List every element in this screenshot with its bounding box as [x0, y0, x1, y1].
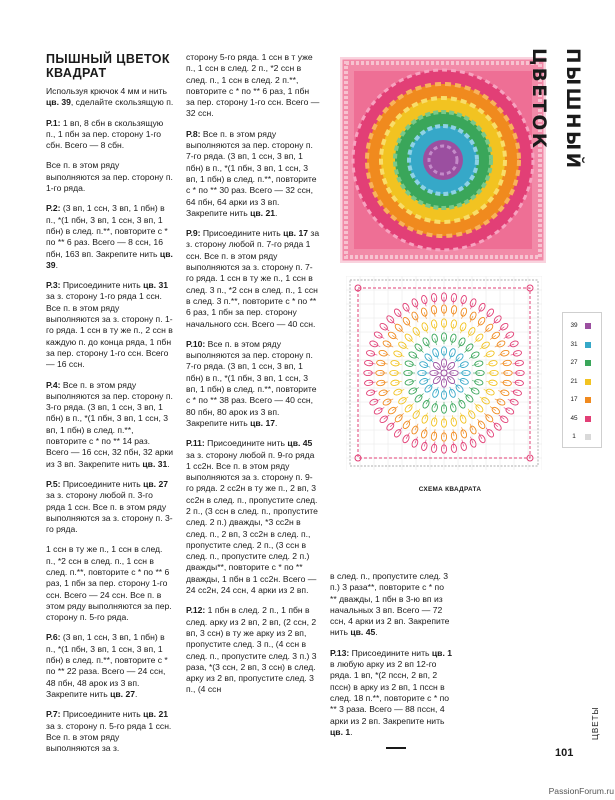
- chart-stitch: [369, 382, 376, 383]
- chart-loop: [458, 337, 467, 347]
- chart-loop: [393, 308, 402, 318]
- chart-stitch: [395, 363, 402, 364]
- chart-stitch: [452, 324, 453, 331]
- chart-loop: [404, 360, 413, 367]
- chart-stitch: [500, 382, 507, 383]
- watermark: PassionForum.ru: [548, 786, 614, 796]
- legend-swatch: [585, 342, 591, 348]
- chart-stitch: [512, 363, 519, 364]
- chart-loop: [500, 389, 510, 397]
- chart-stitch: [453, 441, 454, 448]
- round-7: Р.7: Присоедините нить цв. 21 за з. сторону п. 5-го ряда 1 ссн. Все п. в этом ряду выполняются за з.: [46, 709, 172, 754]
- round-12: Р.12: 1 пбн в след. 2 п., 1 пбн в след. арку из 2 вп, 2 вп, (2 ссн, 2 вп, 3 ссн) в ту же арку из 2 вп, пропустите след. 3 п., (4 ссн в след. п., пропустите след. 3 п.) 3 раза, *(3 ссн, 2 вп, 3 ссн) в след. арку из 2 вп, пропустите след. 3 п., (4 ссн: [186, 605, 317, 695]
- legend-row-45: [563, 414, 603, 424]
- chart-loop: [477, 420, 486, 430]
- chart-caption: СХЕМА КВАДРАТА: [418, 486, 482, 493]
- chart-stitch: [395, 381, 402, 382]
- chart-stitch: [486, 381, 493, 382]
- chart-stitch: [390, 319, 395, 324]
- legend-number: 27: [570, 359, 578, 366]
- chart-stitch: [369, 363, 376, 364]
- chart-loop: [379, 322, 389, 331]
- chart-loop: [422, 337, 431, 347]
- pattern-title-line2: КВАДРАТ: [46, 66, 107, 80]
- legend-number: 39: [570, 322, 578, 329]
- legend-swatch: [585, 416, 591, 422]
- chart-loop: [481, 341, 491, 350]
- legend-number: 45: [570, 414, 578, 422]
- section-name: ЦВЕТЫ: [591, 706, 600, 740]
- chart-loop: [481, 396, 491, 405]
- chart-loop: [408, 351, 418, 360]
- chart-loop: [420, 307, 428, 317]
- chart-stitch: [493, 319, 498, 324]
- intro-paragraph: Используя крючок 4 мм и нить цв. 39, сделайте скользящую п.: [46, 86, 174, 108]
- legend-swatch: [585, 360, 591, 366]
- instructions-column-3: [330, 571, 452, 747]
- round-1-note: Все п. в этом ряду выполняются за пер. сторону п. 1-го ряда.: [46, 160, 173, 194]
- chart-stitch: [453, 298, 454, 305]
- chart-loop: [474, 360, 483, 367]
- chart-loop: [422, 399, 431, 409]
- chart-loop: [402, 420, 411, 430]
- round-4: Р.4: Все п. в этом ряду выполняются за пер. сторону п. 3-го ряда. (3 вп, 1 ссн, 3 вп, 1 пбн) в п., *(1 пбн, 3 вп, 1 ссн, 3 вп, 1 пбн) в след. п.**, повторите с * по ** 14 раз. Всего — 16 ссн, 32 пбн, 32 арки из 3 вп. Закрепите нить цв. 31.: [46, 379, 174, 469]
- round-11: Р.11: Присоедините нить цв. 45 за з. сторону любой п. 9-го ряда 1 сс2н. Все п. в этом ряду выполняются за з. сторону п. 9-го ряда. 2 сс2н в ту же п., 2 вп, 3 сс2н в след. п., пропустите след. 2 п., (3 ссн в след. п., пропустите след. 2 п.) дважды, *3 сс2н в след. п., 2 вп, 3 сс2н в след. п., пропустите след. 2 п., (3 ссн в след. п., пропустите след. 2 п.) дважды**, повторите с * по ** дважды, 1 пбн в 1 сс2н. Всего — 24 сс2н, 24 ссн, 4 арки из 2 вп.: [186, 438, 318, 596]
- legend-swatch: [585, 323, 591, 329]
- chart-loop: [499, 322, 509, 331]
- chart-loop: [460, 307, 468, 317]
- chart-stitch: [474, 338, 479, 343]
- round-8: Р.8: Все п. в этом ряду выполняются за пер. сторону п. 7-го ряда. (3 вп, 1 ссн, 3 вп, 1 пбн) в п., *(1 пбн, 3 вп, 1 ссн, 3 вп, 1 пбн) в след. п.**, повторите с * по ** 30 раз. Всего — 32 ссн, 64 пбн, 64 арки из 3 вп. Закрепите нить цв. 21.: [186, 128, 317, 218]
- round-6: Р.6: (3 вп, 1 ссн, 3 вп, 1 пбн) в п., *(1 пбн, 3 вп, 1 ссн, 3 вп, 1 пбн) в след. п.**, повторите с * по ** 22 раза. Всего — 24 ссн, 48 пбн, 48 арок из 3 вп. Закрепите нить цв. 27.: [46, 632, 168, 699]
- legend-row-31: [563, 340, 603, 350]
- chart-loop: [474, 379, 483, 386]
- legend-row-27: [563, 358, 603, 368]
- chart-stitch: [381, 363, 388, 364]
- pattern-title: [46, 52, 176, 80]
- chart-stitch: [434, 441, 435, 448]
- chart-stitch: [409, 403, 414, 408]
- legend-row-21: [563, 377, 603, 387]
- chart-stitch: [434, 310, 435, 317]
- chart-stitch: [419, 348, 424, 353]
- chart-loop: [404, 379, 413, 386]
- chart-stitch: [465, 394, 470, 399]
- round-9: Р.9: Присоедините нить цв. 17 за з. сторону любой п. 7-го ряда 1 ссн. Все п. в этом ряду выполняются за з. сторону п. 7-го ряда. 1 ссн в ту же п., 1 ссн в след. 3 п., *2 ссн в след. п., 1 ссн в след. 3 п.**, повторите с * по ** 6 раз, 1 пбн за пер. сторону начального ссн. Всего — 40 ссн.: [186, 228, 320, 329]
- legend-swatch: [585, 379, 591, 385]
- chart-stitch: [500, 363, 507, 364]
- chart-loop: [431, 333, 438, 342]
- chart-stitch: [409, 338, 414, 343]
- chart-loop: [378, 349, 388, 357]
- legend-number: 17: [570, 396, 578, 403]
- chart-loop: [458, 399, 467, 409]
- round-12-continued: в след. п., пропустите след. 3 п.) 3 раза**, повторите с * по ** дважды, 1 пбн в 3-ю вп из начальных 3 вп. Всего — 72 ссн, 4 арки из 2 вп. Закрепите нить цв. 45.: [330, 571, 450, 638]
- chart-stitch: [465, 348, 470, 353]
- instructions-column-1: [46, 86, 174, 763]
- chart-stitch: [434, 298, 435, 305]
- round-5-continued: 1 ссн в ту же п., 1 ссн в след. п., *2 ссн в след. п., 1 ссн в след. п.**, повторите с * по ** 6 раз, 1 пбн за пер. сторону 1-го ссн. Всего — 24 ссн. Все п. в этом ряду выполняются за пер. сторону п. 5-го ряда.: [46, 544, 172, 623]
- crochet-chart: [346, 276, 542, 470]
- vertical-title: ПЫШНЫЙ ЦВЕТОК: [528, 48, 583, 171]
- round-5: Р.5: Присоедините нить цв. 27 за з. сторону любой п. 3-го ряда 1 ссн. Все п. в этом ряду выполняются за з. сторону п. 3-го ряда.: [46, 478, 173, 535]
- crochet-square-photo: [340, 57, 546, 263]
- chart-stitch: [437, 375, 442, 380]
- chart-stitch: [453, 429, 454, 436]
- chart-stitch: [381, 382, 388, 383]
- chart-stitch: [446, 375, 451, 380]
- color-legend: [562, 312, 602, 448]
- chart-loop: [486, 308, 495, 318]
- chart-loop: [387, 406, 397, 415]
- chart-stitch: [437, 366, 442, 371]
- chart-stitch: [512, 382, 519, 383]
- round-2: Р.2: (3 вп, 1 ссн, 3 вп, 1 пбн) в п., *(1 пбн, 3 вп, 1 ссн, 3 вп, 1 пбн) в след. п.**, повторите с * по ** 6 раз. Всего — 8 ссн, 16 пбн, 163 вп. Закрепите нить цв. 39.: [46, 203, 173, 270]
- round-13: Р.13: Присоедините нить цв. 1 в любую арку из 2 вп 12-го ряда. 1 вп, *(2 пссн, 2 вп, 2 пссн) в арку из 2 вп, 1 пссн в след. 18 п.**, повторите с * по ** 3 раза. Всего — 88 пссн, 4 арки из 2 вп. Закрепите нить цв. 1.: [330, 647, 453, 737]
- chart-stitch: [419, 394, 424, 399]
- chart-loop: [450, 403, 457, 412]
- chart-stitch: [434, 324, 435, 331]
- chart-loop: [491, 406, 501, 415]
- chart-loop: [397, 396, 407, 405]
- chart-stitch: [486, 363, 493, 364]
- chart-loop: [431, 403, 438, 412]
- round-7-continued: сторону 5-го ряда. 1 ссн в т уже п., 1 ссн в след. 2 п., *2 ссн в след. п., 1 ссн в след. 2 п.**, повторите с * по ** 6 раз, 1 пбн за пер. сторону 1-го ссн. Всего — 32 ссн.: [186, 52, 320, 119]
- legend-number: 1: [572, 433, 576, 440]
- legend-swatch: [585, 397, 591, 403]
- legend-row-17: [563, 395, 603, 405]
- chart-loop: [378, 389, 388, 397]
- chart-loop: [450, 333, 457, 342]
- chart-loop: [460, 429, 468, 439]
- chart-loop: [420, 429, 428, 439]
- chart-stitch: [493, 422, 498, 427]
- chart-loop: [470, 351, 480, 360]
- page-number: 101: [555, 747, 574, 759]
- chart-loop: [397, 341, 407, 350]
- chart-stitch: [434, 429, 435, 436]
- chart-stitch: [453, 310, 454, 317]
- legend-row-1: [563, 432, 603, 442]
- legend-row-39: [563, 321, 603, 331]
- legend-number: 21: [570, 377, 578, 385]
- round-1: Р.1: 1 вп, 8 сбн в скользящую п., 1 пбн за пер. сторону 1-го сбн. Всего — 8 сбн.: [46, 117, 164, 151]
- chart-stitch: [446, 366, 451, 371]
- legend-swatch: [585, 434, 591, 440]
- pattern-title-line1: ПЫШНЫЙ ЦВЕТОК: [46, 52, 170, 66]
- end-divider: [386, 747, 406, 749]
- instructions-column-2: [186, 52, 320, 705]
- chart-stitch: [474, 403, 479, 408]
- round-10: Р.10: Все п. в этом ряду выполняются за пер. сторону п. 7-го ряда. (3 вп, 1 ссн, 3 вп, 1 пбн) в п., *(1 пбн, 3 вп, 1 ссн, 3 вп, 1 пбн) в след. п.**, повторите с * по ** 38 раз. Всего — 40 ссн, 80 пбн, 80 арок из 3 вп. Закрепите нить цв. 17.: [186, 338, 317, 428]
- round-3: Р.3: Присоедините нить цв. 31 за з. сторону 1-го ряда 1 ссн. Все п. в этом ряду выполняются за з. сторону п. 1-го ряда. 1 ссн в ту же п., 2 ссн в каждую п. до конца ряда, 1 пбн за пер. сторону 1-го ссн. Всего — 16 ссн.: [46, 280, 173, 370]
- chart-stitch: [390, 422, 395, 427]
- chart-loop: [500, 349, 510, 357]
- legend-number: 31: [570, 340, 578, 348]
